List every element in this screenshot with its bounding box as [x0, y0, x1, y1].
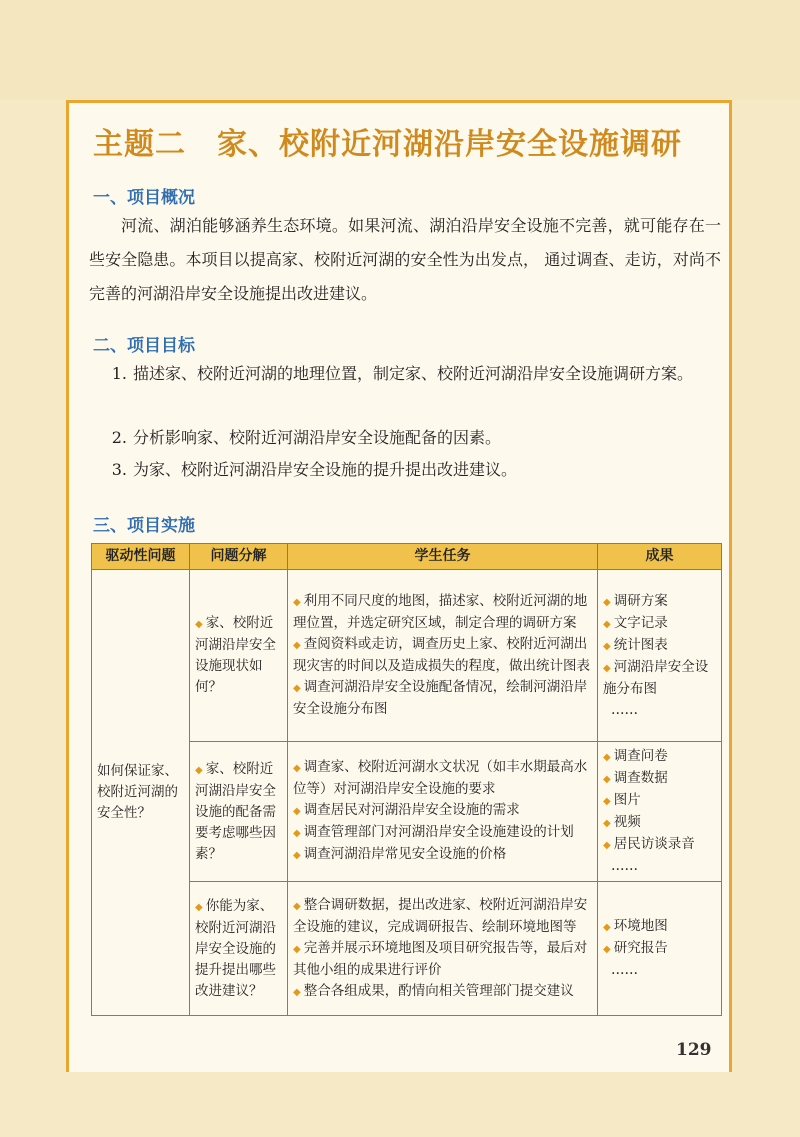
diamond-icon: ◆: [603, 922, 611, 933]
result-text: 调查数据: [613, 770, 668, 786]
result-more: ……: [611, 962, 638, 978]
result-text: 视频: [613, 814, 641, 830]
diamond-icon: ◆: [293, 806, 301, 817]
task-text: 调查河湖沿岸安全设施配备情况，绘制河湖沿岸安全设施分布图: [293, 679, 588, 717]
task-text: 完善并展示环境地图及项目研究报告等，最后对其他小组的成果进行评价: [293, 939, 588, 978]
result-text: 研究报告: [613, 940, 668, 956]
section-heading-overview: 一、项目概况: [93, 188, 195, 208]
tasks-cell: [288, 882, 598, 1016]
result-item: [603, 938, 716, 960]
header-student-tasks: 学生任务: [288, 544, 598, 570]
diamond-icon: ◆: [603, 752, 611, 763]
result-item: [603, 768, 716, 790]
task-text: 整合调研数据，提出改进家、校附近河湖沿岸安全设施的建议，完成调研报告、绘制环境地图等: [293, 896, 588, 935]
diamond-icon: ◆: [293, 763, 301, 774]
result-text: 调查问卷: [613, 748, 668, 764]
top-band: [0, 0, 800, 100]
task-item: [293, 895, 592, 938]
diamond-icon: ◆: [603, 774, 611, 785]
tasks-cell: [288, 742, 598, 882]
tasks-cell: [288, 570, 598, 742]
result-item: [603, 834, 716, 856]
task-text: 调查管理部门对河湖沿岸安全设施建设的计划: [303, 824, 574, 840]
diamond-icon: ◆: [603, 618, 611, 630]
task-item: [293, 591, 592, 634]
diamond-icon: ◆: [195, 901, 203, 913]
task-item: [293, 757, 592, 800]
result-text: 居民访谈录音: [613, 836, 695, 852]
goal-number: 1.: [111, 364, 127, 383]
task-item: [293, 677, 592, 720]
task-text: 整合各组成果，酌情向相关管理部门提交建议: [303, 982, 574, 999]
result-more: ……: [611, 701, 638, 718]
header-driving-question: 驱动性问题: [92, 544, 190, 570]
task-item: [293, 822, 592, 844]
diamond-icon: ◆: [293, 943, 301, 955]
result-item: [603, 812, 716, 834]
task-item: [293, 981, 592, 1003]
task-text: 调查家、校附近河湖水文状况（如丰水期最高水位等）对河湖沿岸安全设施的要求: [293, 759, 588, 797]
diamond-icon: ◆: [195, 619, 203, 630]
table-row: [92, 570, 722, 742]
header-breakdown: 问题分解: [190, 544, 288, 570]
task-item: [293, 800, 592, 822]
results-cell: [598, 742, 722, 882]
result-item: [603, 657, 716, 700]
result-item: [603, 613, 716, 635]
task-text: 利用不同尺度的地图，描述家、校附近河湖的地理位置，并选定研究区域，制定合理的调研方案: [293, 593, 588, 631]
breakdown-text: 家、校附近河湖沿岸安全设施现状如何？: [195, 615, 276, 695]
diamond-icon: ◆: [293, 828, 301, 839]
table-header-row: [92, 544, 722, 570]
goal-number: 3.: [111, 460, 127, 479]
goal-number: 2.: [111, 428, 127, 447]
result-item: [603, 746, 716, 768]
diamond-icon: ◆: [603, 944, 611, 955]
diamond-icon: ◆: [195, 764, 203, 776]
result-text: 环境地图: [613, 918, 668, 934]
overview-paragraph: 河流、湖泊能够涵养生态环境。如果河流、湖泊沿岸安全设施不完善，就可能存在一些安全隐患。本项目以提高家、校附近河湖的安全性为出发点， 通过调查、走访，对尚不完善的河湖沿岸安全设施提出改进建议。: [89, 216, 721, 303]
result-item: [603, 635, 716, 657]
goal-item: [89, 423, 721, 453]
result-more: ……: [611, 858, 638, 874]
page-number: 129: [676, 1040, 712, 1060]
goal-text: 分析影响家、校附近河湖沿岸安全设施配备的因素。: [133, 428, 502, 447]
breakdown-cell: [190, 570, 288, 742]
result-text: 调研方案: [613, 592, 668, 609]
section-heading-goals: 二、项目目标: [93, 336, 195, 356]
results-cell: [598, 570, 722, 742]
diamond-icon: ◆: [603, 818, 611, 829]
task-text: 调查河湖沿岸常见安全设施的价格: [303, 846, 507, 862]
diamond-icon: ◆: [293, 683, 301, 694]
result-text: 河湖沿岸安全设施分布图: [603, 658, 709, 697]
section-heading-implementation: 三、项目实施: [93, 516, 195, 536]
diamond-icon: ◆: [293, 850, 301, 861]
goal-text: 描述家、校附近河湖的地理位置，制定家、校附近河湖沿岸安全设施调研方案。: [133, 364, 694, 383]
task-text: 调查居民对河湖沿岸安全设施的需求: [303, 802, 520, 818]
diamond-icon: ◆: [603, 840, 611, 851]
task-text: 查阅资料或走访，调查历史上家、校附近河湖出现灾害的时间以及造成损失的程度，做出统计图表: [293, 636, 590, 674]
result-text: 统计图表: [613, 636, 668, 653]
result-item: [603, 916, 716, 938]
diamond-icon: ◆: [293, 986, 301, 998]
results-cell: [598, 882, 722, 1016]
goal-item: [89, 455, 721, 485]
diamond-icon: ◆: [293, 640, 301, 651]
diamond-icon: ◆: [293, 597, 301, 608]
breakdown-cell: [190, 742, 288, 882]
diamond-icon: ◆: [603, 596, 611, 608]
breakdown-text: 家、校附近河湖沿岸安全设施的配备需要考虑哪些因素？: [195, 760, 276, 862]
breakdown-cell: [190, 882, 288, 1016]
diamond-icon: ◆: [603, 796, 611, 807]
result-item: [603, 790, 716, 812]
diamond-icon: ◆: [603, 640, 611, 652]
diamond-icon: ◆: [603, 662, 611, 674]
goal-text: 为家、校附近河湖沿岸安全设施的提升提出改进建议。: [133, 460, 518, 479]
diamond-icon: ◆: [293, 900, 301, 912]
page-title: 主题二 家、校附近河湖沿岸安全设施调研: [93, 127, 682, 162]
project-table: [91, 543, 722, 1016]
result-text: 文字记录: [613, 614, 668, 631]
goal-item: [89, 359, 721, 389]
breakdown-text: 你能为家、校附近河湖沿岸安全设施的提升提出哪些改进建议？: [195, 897, 276, 999]
driving-question-cell: 如何保证家、校附近河湖的安全性？: [92, 570, 190, 1016]
page-frame: [66, 100, 732, 1072]
result-text: 图片: [613, 792, 641, 808]
task-item: [293, 634, 592, 677]
task-item: [293, 938, 592, 981]
task-item: [293, 844, 592, 866]
header-results: 成果: [598, 544, 722, 570]
result-item: [603, 591, 716, 613]
